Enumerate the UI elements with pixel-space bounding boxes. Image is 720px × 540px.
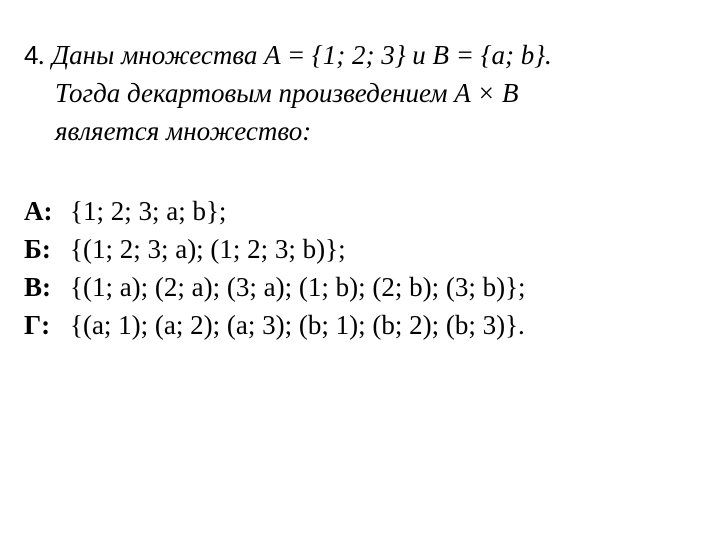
question-text-1: . Даны множества A = {1; 2; 3} и B = {a; b}. <box>38 40 552 70</box>
question-line-2: Тогда декартовым произведением A × B <box>55 78 519 108</box>
question-line-3: является множество: <box>55 116 312 146</box>
question-line-1 <box>24 36 704 74</box>
answer-options <box>24 192 714 344</box>
answer-text: {1; 2; 3; a; b}; <box>70 196 227 226</box>
question-block <box>24 36 704 150</box>
answer-label: Б: <box>24 234 51 264</box>
answer-option-g[interactable] <box>24 306 714 344</box>
answer-text: {(1; a); (2; a); (3; a); (1; b); (2; b); (3; b)}; <box>70 272 526 302</box>
answer-label: В: <box>24 272 51 302</box>
question-number: 4 <box>24 40 39 70</box>
answer-option-v[interactable] <box>24 268 714 306</box>
answer-text: {(1; 2; 3; a); (1; 2; 3; b)}; <box>70 234 346 264</box>
answer-text: {(a; 1); (a; 2); (a; 3); (b; 1); (b; 2); (b; 3)}. <box>70 310 525 340</box>
answer-option-a[interactable] <box>24 192 714 230</box>
answer-label: А: <box>24 196 53 226</box>
answer-label: Г: <box>24 310 51 340</box>
answer-option-b[interactable] <box>24 230 714 268</box>
